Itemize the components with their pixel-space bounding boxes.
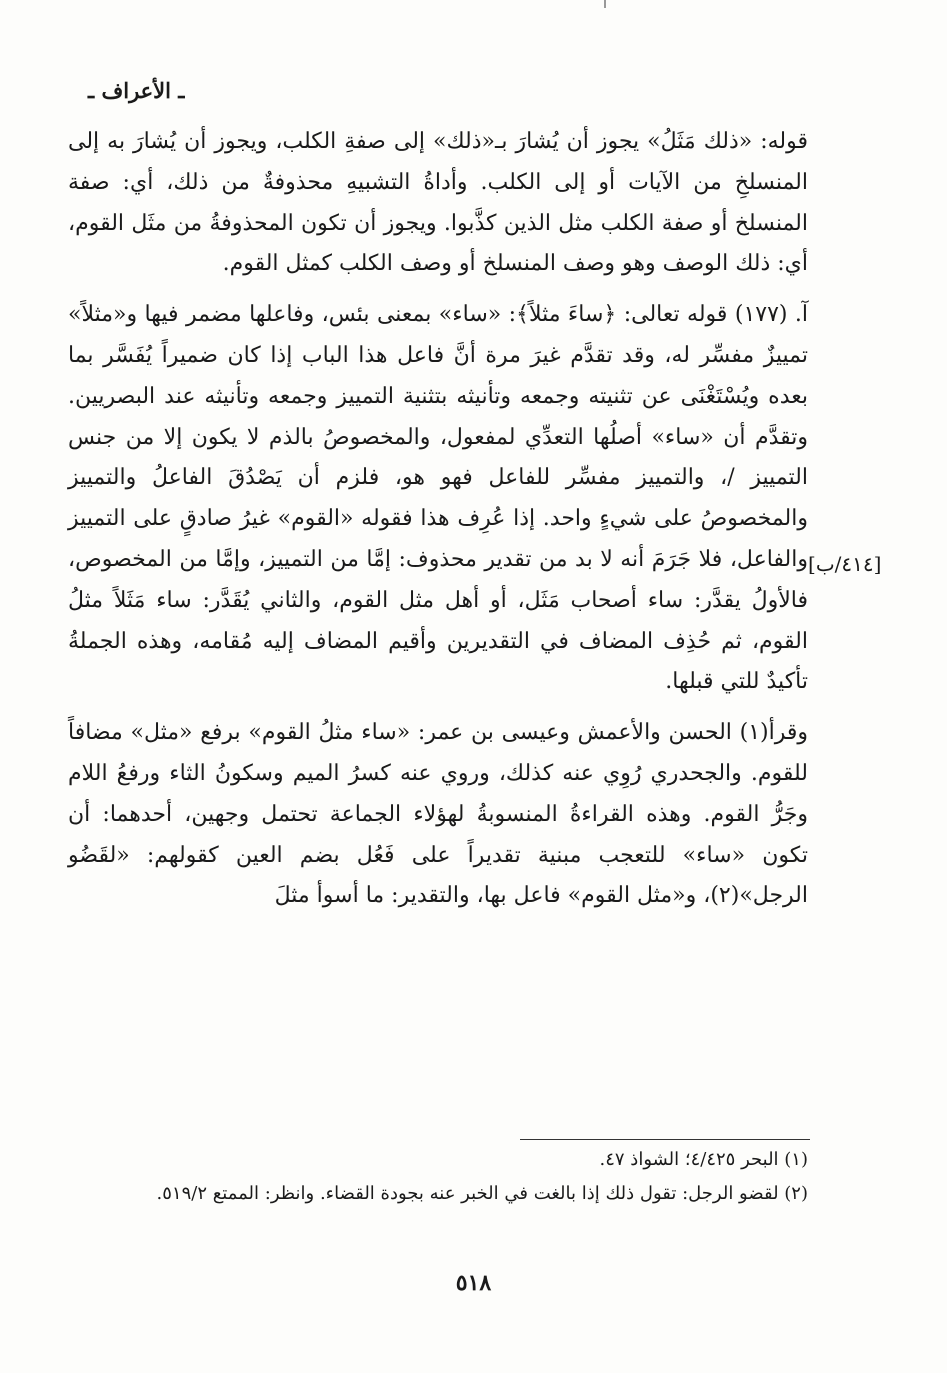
footnote: (١) البحر ٤/٤٢٥؛ الشواذ ٤٧. [599, 1149, 808, 1170]
page-number: ٥١٨ [455, 1270, 492, 1296]
footnote-separator [520, 1139, 810, 1140]
paragraph: آ. (١٧٧) قوله تعالى: ﴿ساءَ مثلاً﴾: «ساء» بمعنى بئس، وفاعلها مضمر فيها و«مثلاً» تمييزٌ مفسِّر له، وقد تقدَّم غيرَ مرة أنَّ فاعل هذا الباب إذا كان ضميراً يُفَسَّر بما بعده ويُسْتَغْنَى عن تثنيته وجمعه وتأنيثه بتثنية التمييز وجمعه وتأنيثه عند البصريين. وتقدَّم أن «ساء» أصلُها التعدِّي لمفعول، والمخصوصُ بالذم لا يكون إلا من جنس التمييز /، والتمييز مفسِّر للفاعل فهو هو، فلزم أن يَصْدُقَ الفاعلُ والتمييز والمخصوصُ على شيءٍ واحد. إذا عُرِف هذا فقوله «القوم» غيرُ صادقٍ على التمييز والفاعل، فلا جَرَمَ أنه لا بد من تقدير محذوف: إمَّا من التمييز، وإمَّا من المخصوص، فالأولُ يقدَّر: ساء أصحاب مَثَل، أو أهل مثل القوم، والثاني يُقَدَّر: ساء مَثَلاً مثلُ القوم، ثم حُذِف المضاف في التقديرين وأقيم المضاف إليه مُقامه، وهذه الجملةُ تأكيدٌ للتي قبلها. [68, 302, 809, 695]
footnotes [68, 1143, 808, 1211]
manuscript-folio-marker: [٤١٤/ب] [808, 552, 882, 576]
running-header: ـ الأعراف ـ [88, 78, 185, 103]
scan-mark [604, 0, 606, 8]
paragraph: وقرأ(١) الحسن والأعمش وعيسى بن عمر: «ساء مثلُ القوم» برفع «مثل» مضافاً للقوم. والجحدري رُوِي عنه كذلك، وروي عنه كسرُ الميم وسكونُ الثاء ورفعُ اللام وجَرُّ القوم. وهذه القراءةُ المنسوبةُ لهؤلاء الجماعة تحتمل وجهين، أحدهما: أن تكون «ساء» للتعجب مبنية تقديراً على فَعُل بضم العين كقولهم: «لقَضُو الرجل»(٢)، و«مثل القوم» فاعل بها، والتقدير: ما أسوأ مثلَ [68, 720, 808, 909]
paragraph: قوله: «ذلك مَثَلُ» يجوز أن يُشارَ بـ«ذلك» إلى صفةِ الكلب، ويجوز أن يُشارَ به إلى المنسلخِ من الآيات أو إلى الكلب. وأداةُ التشبيهِ محذوفةٌ من ذلك، أي: صفة المنسلخ أو صفة الكلب مثل الذين كذَّبوا. ويجوز أن تكون المحذوفةُ من مثَل القوم، أي: ذلك الوصف وهو وصف المنسلخ أو وصف الكلب كمثل القوم. [68, 129, 808, 277]
main-text [68, 122, 808, 917]
footnote: (٢) لقضو الرجل: تقول ذلك إذا بالغت في الخبر عنه بجودة القضاء. وانظر: الممتع ٥١٩/٢. [156, 1183, 808, 1204]
